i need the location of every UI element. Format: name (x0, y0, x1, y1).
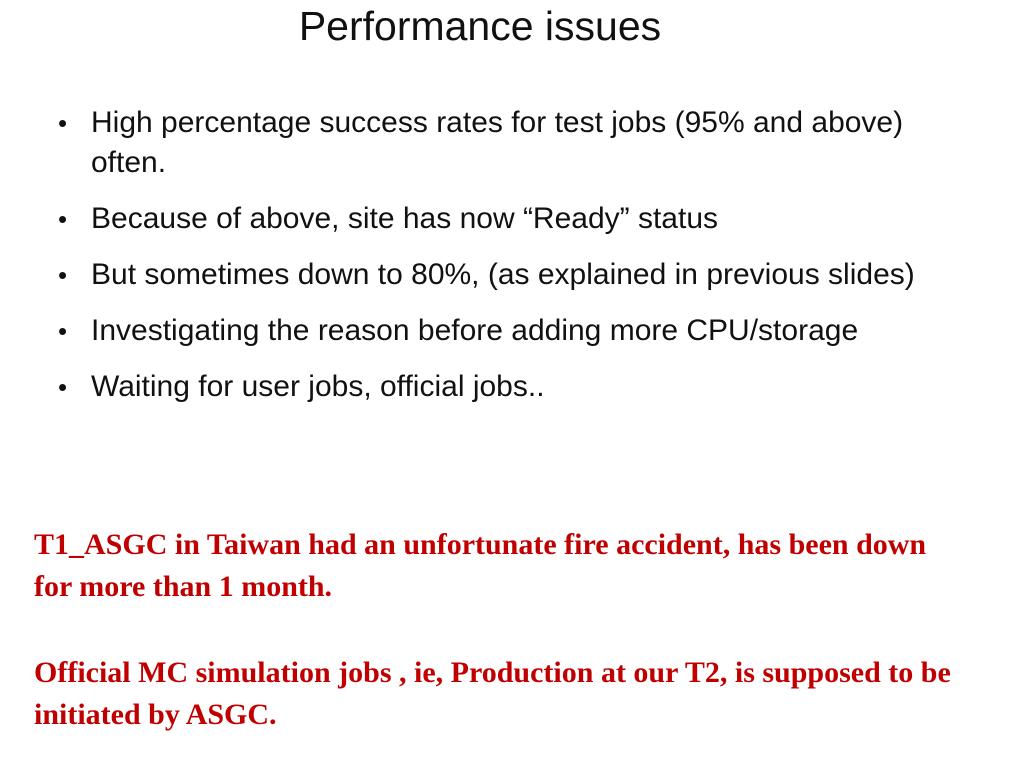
bullet-item (55, 103, 955, 183)
bullet-dot-icon: • (58, 204, 68, 234)
bullet-text: High percentage success rates for test jobs (95% and above) often. (91, 106, 904, 179)
bullet-dot-icon: • (58, 108, 68, 138)
bullet-dot-icon: • (58, 260, 68, 290)
bullet-text: Waiting for user jobs, official jobs.. (91, 370, 545, 403)
bullet-item (55, 311, 955, 351)
bullet-item (55, 199, 955, 239)
bullet-text: Because of above, site has now “Ready” status (91, 202, 719, 235)
bullet-text: Investigating the reason before adding more CPU/storage (91, 314, 859, 347)
bullet-item (55, 255, 955, 295)
note-fire-accident: T1_ASGC in Taiwan had an unfortunate fire accident, has been down for more than 1 month. (34, 528, 927, 603)
bullet-text: But sometimes down to 80%, (as explained in previous slides) (91, 258, 915, 291)
bullet-item (55, 367, 955, 407)
note-mc-production: Official MC simulation jobs , ie, Production at our T2, is supposed to be initiated by ASGC. (34, 656, 951, 731)
slide-title: Performance issues (298, 3, 662, 49)
bullet-dot-icon: • (58, 316, 68, 346)
bullet-dot-icon: • (58, 372, 68, 402)
bullet-list (55, 103, 955, 423)
